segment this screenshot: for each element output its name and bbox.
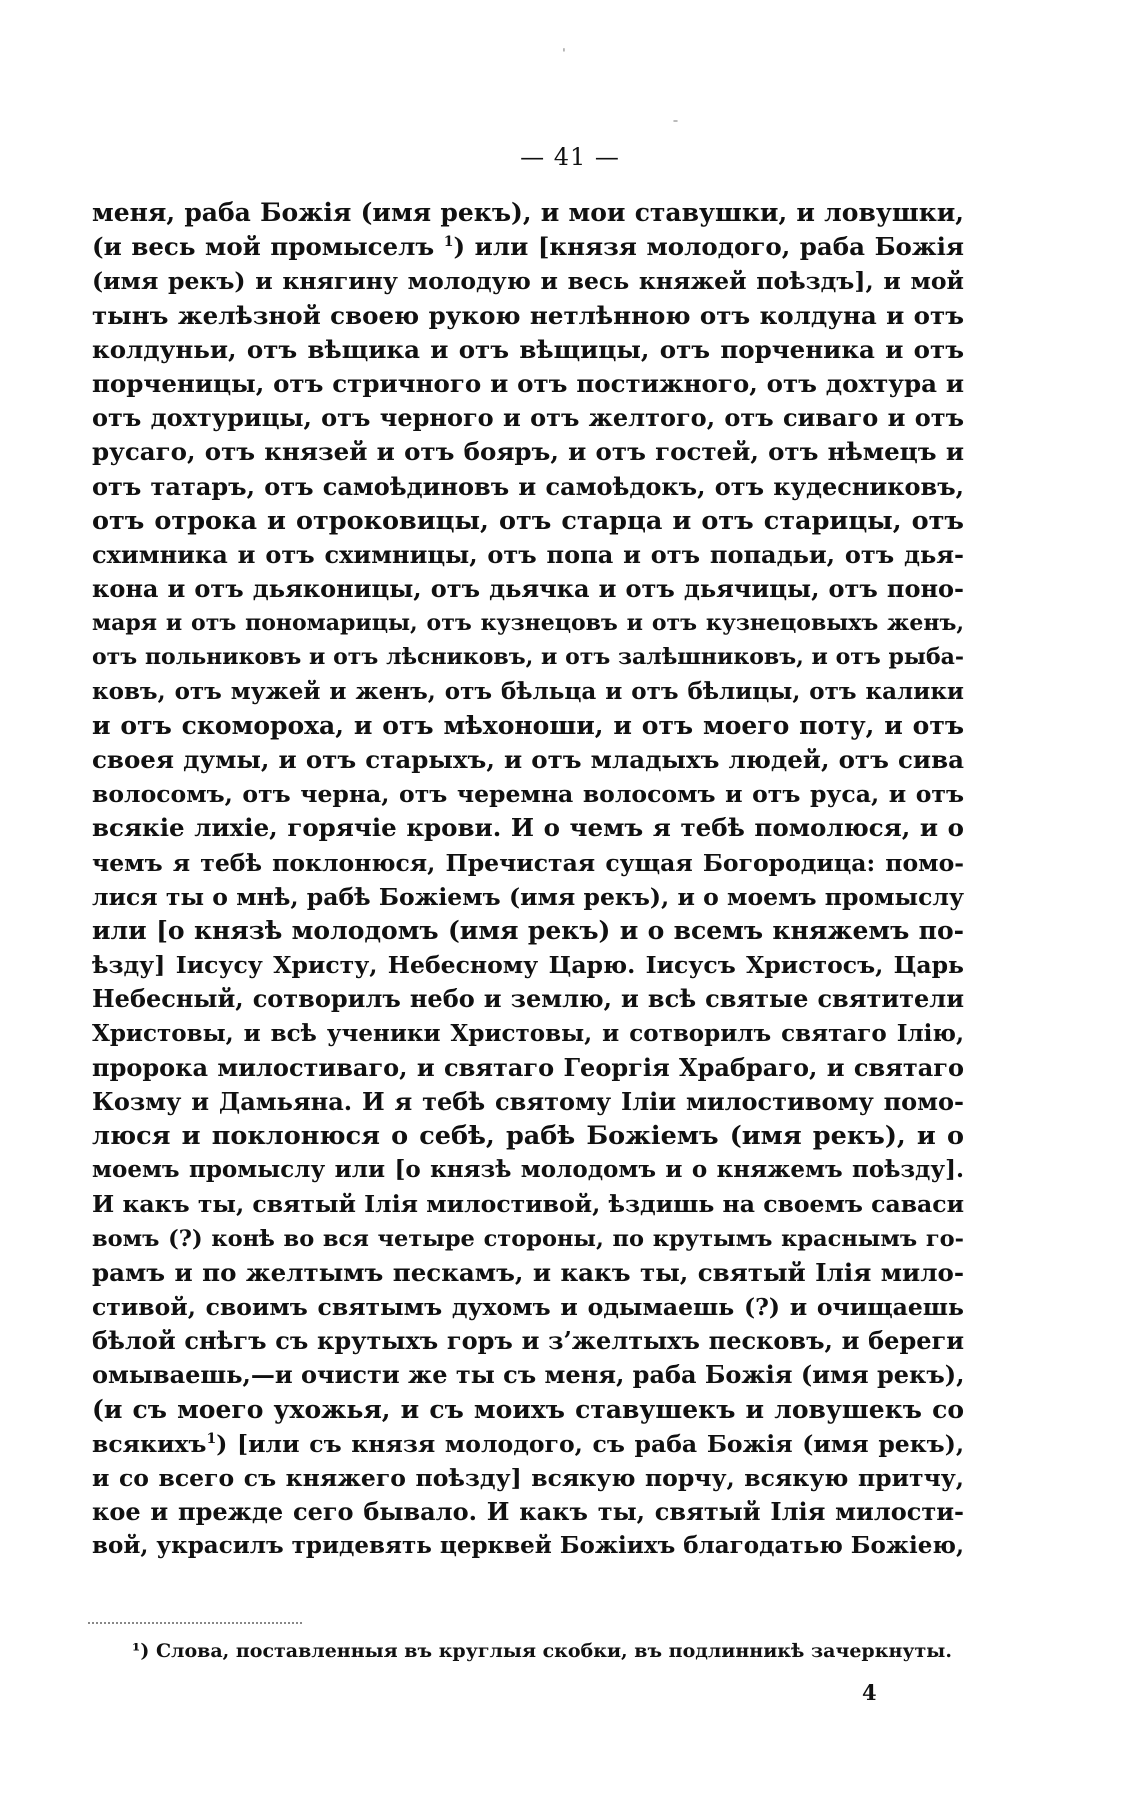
text-line: рамъ и по желтымъ пескамъ, и какъ ты, святый Ілія мило- — [92, 1257, 964, 1287]
text-line: Небесный, сотворилъ небо и землю, и всѣ святые святители — [92, 984, 964, 1014]
footnote-divider — [88, 1622, 302, 1624]
text-line: И какъ ты, святый Ілія милостивой, ѣздишь на своемъ саваси — [92, 1190, 964, 1219]
printer-signature-mark: 4 — [862, 1680, 877, 1705]
text-line: кона и отъ дьяконицы, отъ дьячка и отъ дьячицы, отъ поно- — [92, 574, 964, 604]
text-line: чемъ я тебѣ поклонюся, Пречистая сущая Богородица: помо- — [92, 848, 964, 877]
text-line: Христовы, и всѣ ученики Христовы, и сотворилъ святаго Ілію, — [92, 1019, 964, 1047]
text-line: и со всего съ княжего поѣзду] всякую порчу, всякую притчу, — [92, 1463, 964, 1492]
text-line: волосомъ, отъ черна, отъ черемна волосомъ и отъ руса, и отъ — [92, 780, 964, 809]
text-line: и отъ скомороха, и отъ мѣхоноши, и отъ моего поту, и отъ — [92, 710, 964, 740]
text-line: Козму и Дамьяна. И я тебѣ святому Іліи милостивому помо- — [92, 1086, 964, 1116]
text-line: люся и поклонюся о себѣ, рабѣ Божіемъ (имя рекъ), и о — [92, 1121, 964, 1152]
text-line: ѣзду] Іисусу Христу, Небесному Царю. Іисусъ Христосъ, Царь — [92, 951, 964, 980]
text-line: ковъ, отъ мужей и женъ, отъ бѣльца и отъ бѣлицы, отъ калики — [92, 677, 964, 705]
text-line: (имя рекъ) и княгину молодую и весь княжей поѣздъ], и мой — [92, 267, 964, 296]
text-line: русаго, отъ князей и отъ бояръ, и отъ гостей, отъ нѣмецъ и — [92, 437, 964, 467]
text-line: схимника и отъ схимницы, отъ попа и отъ попадьи, отъ дья- — [92, 539, 964, 569]
text-line: отъ дохтурицы, отъ черного и отъ желтого, отъ сиваго и отъ — [92, 403, 964, 433]
text-line: отъ татаръ, отъ самоѣдиновъ и самоѣдокъ, отъ кудесниковъ, — [92, 471, 964, 501]
text-line: кое и прежде сего бывало. И какъ ты, святый Ілія милости- — [92, 1497, 964, 1527]
text-line: маря и отъ пономарицы, отъ кузнецовъ и отъ кузнецовыхъ женъ, — [92, 610, 964, 637]
text-line: тынъ желѣзной своею рукою нетлѣнною отъ колдуна и отъ — [92, 300, 964, 330]
text-line: (и весь мой промыселъ $^1$) или [князя молодого, раба Божія — [92, 232, 964, 262]
text-line: всякихъ$^1$) [или съ князя молодого, съ раба Божія (имя рекъ), — [92, 1429, 964, 1458]
text-line: моемъ промыслу или [о князѣ молодомъ и о княжемъ поѣзду]. — [92, 1156, 964, 1184]
text-line: всякіе лихіе, горячіе крови. И о чемъ я тебѣ помолюся, и о — [92, 813, 964, 843]
body-text — [92, 196, 964, 1564]
scan-speck: ˉ — [672, 119, 679, 135]
text-line: вой, украсилъ тридевять церквей Божіихъ благодатью Божіею, — [92, 1532, 964, 1560]
text-line: вомъ (?) конѣ во вся четыре стороны, по крутымъ краснымъ го- — [92, 1225, 964, 1252]
text-line: (и съ моего ухожья, и съ моихъ ставушекъ и ловушекъ со — [92, 1394, 964, 1424]
footnote-text: Слова, поставленныя въ круглыя скобки, въ подлинникѣ зачеркнуты. — [155, 1640, 952, 1662]
page-number: — 41 — — [520, 143, 620, 171]
text-line: своея думы, и отъ старыхъ, и отъ младыхъ людей, отъ сива — [92, 745, 964, 774]
text-line: колдуньи, отъ вѣщика и отъ вѣщицы, отъ порченика и отъ — [92, 334, 964, 364]
text-line: порченицы, отъ стричного и отъ постижного, отъ дохтура и — [92, 368, 964, 398]
text-line: отъ отрока и отроковицы, отъ старца и отъ старицы, отъ — [92, 505, 964, 536]
text-line: пророка милостиваго, и святаго Георгія Храбраго, и святаго — [92, 1052, 964, 1082]
footnote — [132, 1638, 962, 1664]
text-line: лися ты о мнѣ, рабѣ Божіемъ (имя рекъ), и о моемъ промыслу — [92, 882, 964, 911]
text-line: бѣлой снѣгъ съ крутыхъ горъ и з’желтыхъ песковъ, и береги — [92, 1326, 964, 1356]
text-line: омываешь,—и очисти же ты съ меня, раба Божія (имя рекъ), — [92, 1360, 965, 1390]
text-line: меня, раба Божія (имя рекъ), и мои ставушки, и ловушки, — [92, 198, 964, 227]
text-line: стивой, своимъ святымъ духомъ и одымаешь (?) и очищаешь — [92, 1293, 964, 1321]
text-line: или [о князѣ молодомъ (имя рекъ) и о всемъ княжемъ по- — [92, 915, 964, 945]
text-line: отъ польниковъ и отъ лѣсниковъ, и отъ залѣшниковъ, и отъ рыба- — [92, 644, 964, 671]
scan-speck: ˈ — [562, 47, 566, 63]
footnote-marker: ¹) — [132, 1640, 150, 1662]
